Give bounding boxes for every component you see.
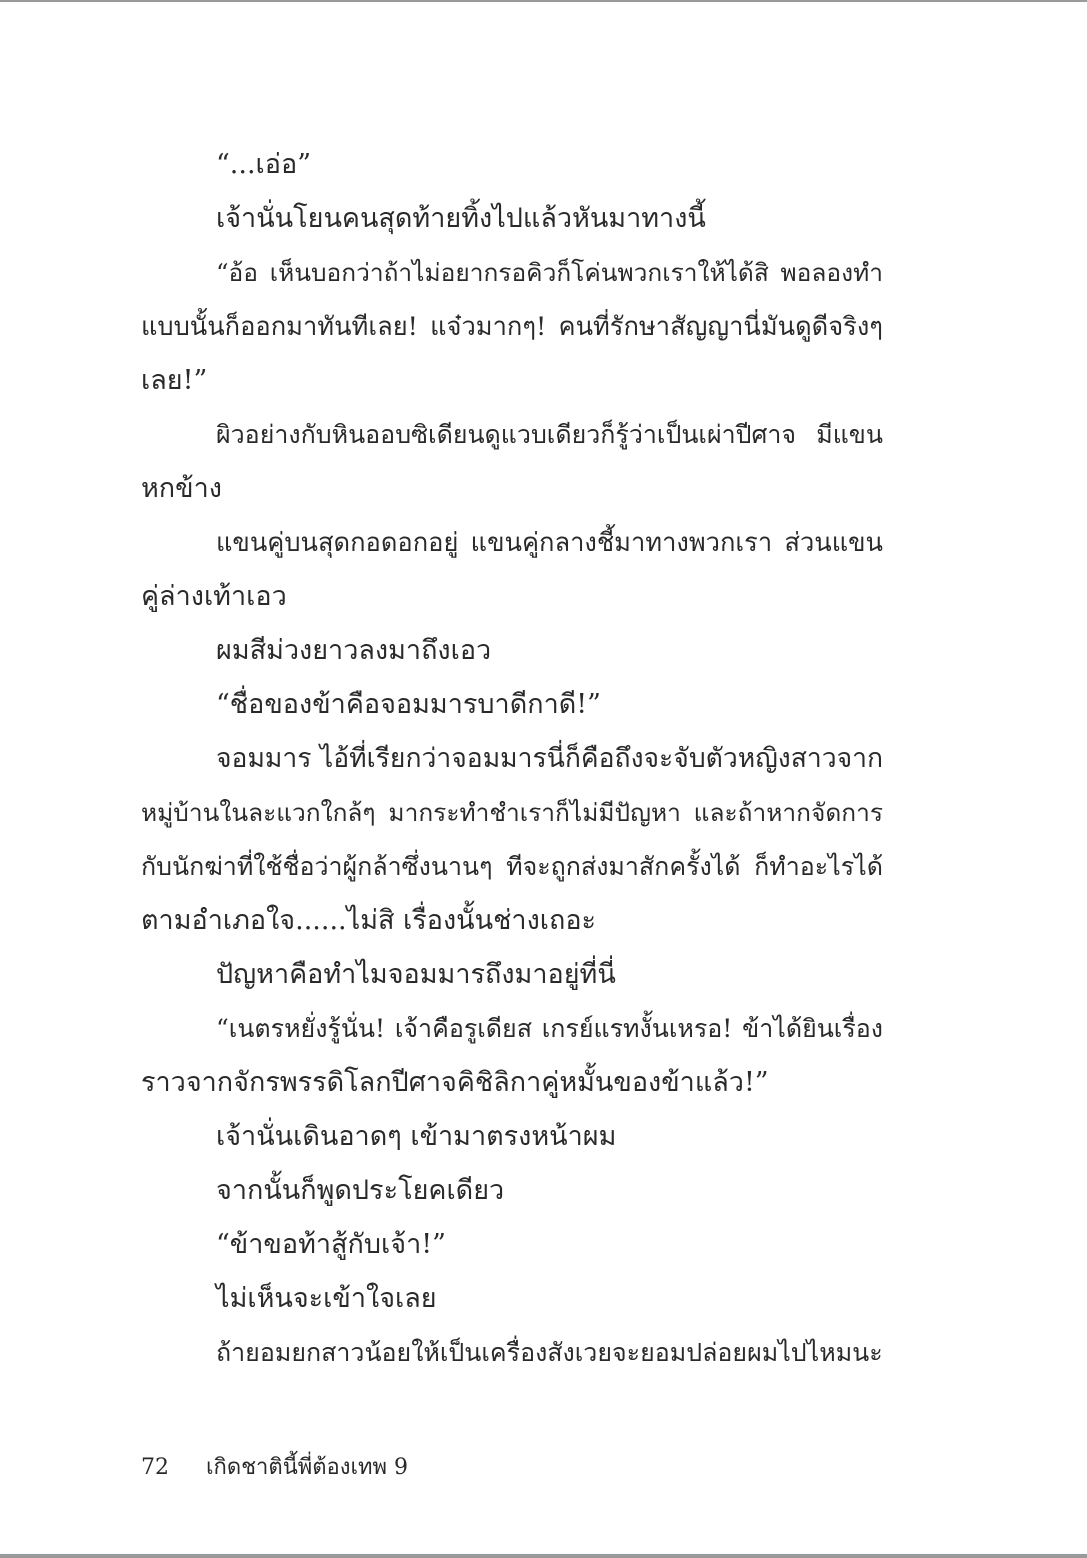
text-line: ผิวอย่างกับหินออบซิเดียนดูแวบเดียวก็รู้ว่าเป็นเผ่าปีศาจ มีแขน xyxy=(216,420,883,449)
page-top-edge xyxy=(0,0,1087,2)
text-line: เจ้านั่นโยนคนสุดท้ายทิ้งไปแล้วหันมาทางนี้ xyxy=(216,203,706,234)
text-line: “อ้อ เห็นบอกว่าถ้าไม่อยากรอคิวก็โค่นพวกเราให้ได้สิ พอลองทำ xyxy=(216,258,883,287)
page-bottom-edge xyxy=(0,1554,1087,1558)
text-line: หกข้าง xyxy=(141,473,222,504)
page-number: 72 xyxy=(141,1455,169,1480)
text-line: คู่ล่างเท้าเอว xyxy=(141,581,287,612)
text-line: จอมมาร ไอ้ที่เรียกว่าจอมมารนี่ก็คือถึงจะจับตัวหญิงสาวจาก xyxy=(216,743,884,774)
text-line: จากนั้นก็พูดประโยคเดียว xyxy=(216,1175,505,1206)
text-line: “...เอ่อ” xyxy=(216,149,312,180)
text-line: แขนคู่บนสุดกอดอกอยู่ แขนคู่กลางชี้มาทางพวกเรา ส่วนแขน xyxy=(216,528,883,558)
text-line: ปัญหาคือทำไมจอมมารถึงมาอยู่ที่นี่ xyxy=(216,959,616,990)
text-line: ผมสีม่วงยาวลงมาถึงเอว xyxy=(216,635,492,666)
book-title: เกิดชาตินี้พี่ต้องเทพ 9 xyxy=(206,1455,408,1480)
text-line: “ชื่อของข้าคือจอมมารบาดีกาดี!” xyxy=(216,689,601,720)
text-line: เลย!” xyxy=(141,365,208,396)
page-footer xyxy=(141,1450,408,1486)
page-body-text xyxy=(141,138,883,1380)
text-line: ไม่เห็นจะเข้าใจเลย xyxy=(216,1283,437,1314)
text-line: “เนตรหยั่งรู้นั่น! เจ้าคือรูเดียส เกรย์แรทงั้นเหรอ! ข้าได้ยินเรื่อง xyxy=(216,1014,883,1043)
text-line: หมู่บ้านในละแวกใกล้ๆ มากระทำชำเราก็ไม่มีปัญหา และถ้าหากจัดการ xyxy=(141,798,883,827)
text-line: “ข้าขอท้าสู้กับเจ้า!” xyxy=(216,1229,446,1260)
text-line: เจ้านั่นเดินอาดๆ เข้ามาตรงหน้าผม xyxy=(216,1121,617,1152)
text-line: แบบนั้นก็ออกมาทันทีเลย! แจ๋วมากๆ! คนที่รักษาสัญญานี่มันดูดีจริงๆ xyxy=(141,312,883,342)
text-line: ตามอำเภอใจ......ไม่สิ เรื่องนั้นช่างเถอะ xyxy=(141,905,597,936)
text-line: กับนักฆ่าที่ใช้ชื่อว่าผู้กล้าซึ่งนานๆ ทีจะถูกส่งมาสักครั้งได้ ก็ทำอะไรได้ xyxy=(141,852,883,881)
text-line: ถ้ายอมยกสาวน้อยให้เป็นเครื่องสังเวยจะยอมปล่อยผมไปไหมนะ xyxy=(216,1338,883,1367)
text-line: ราวจากจักรพรรดิโลกปีศาจคิชิลิกาคู่หมั้นของข้าแล้ว!” xyxy=(141,1067,769,1098)
